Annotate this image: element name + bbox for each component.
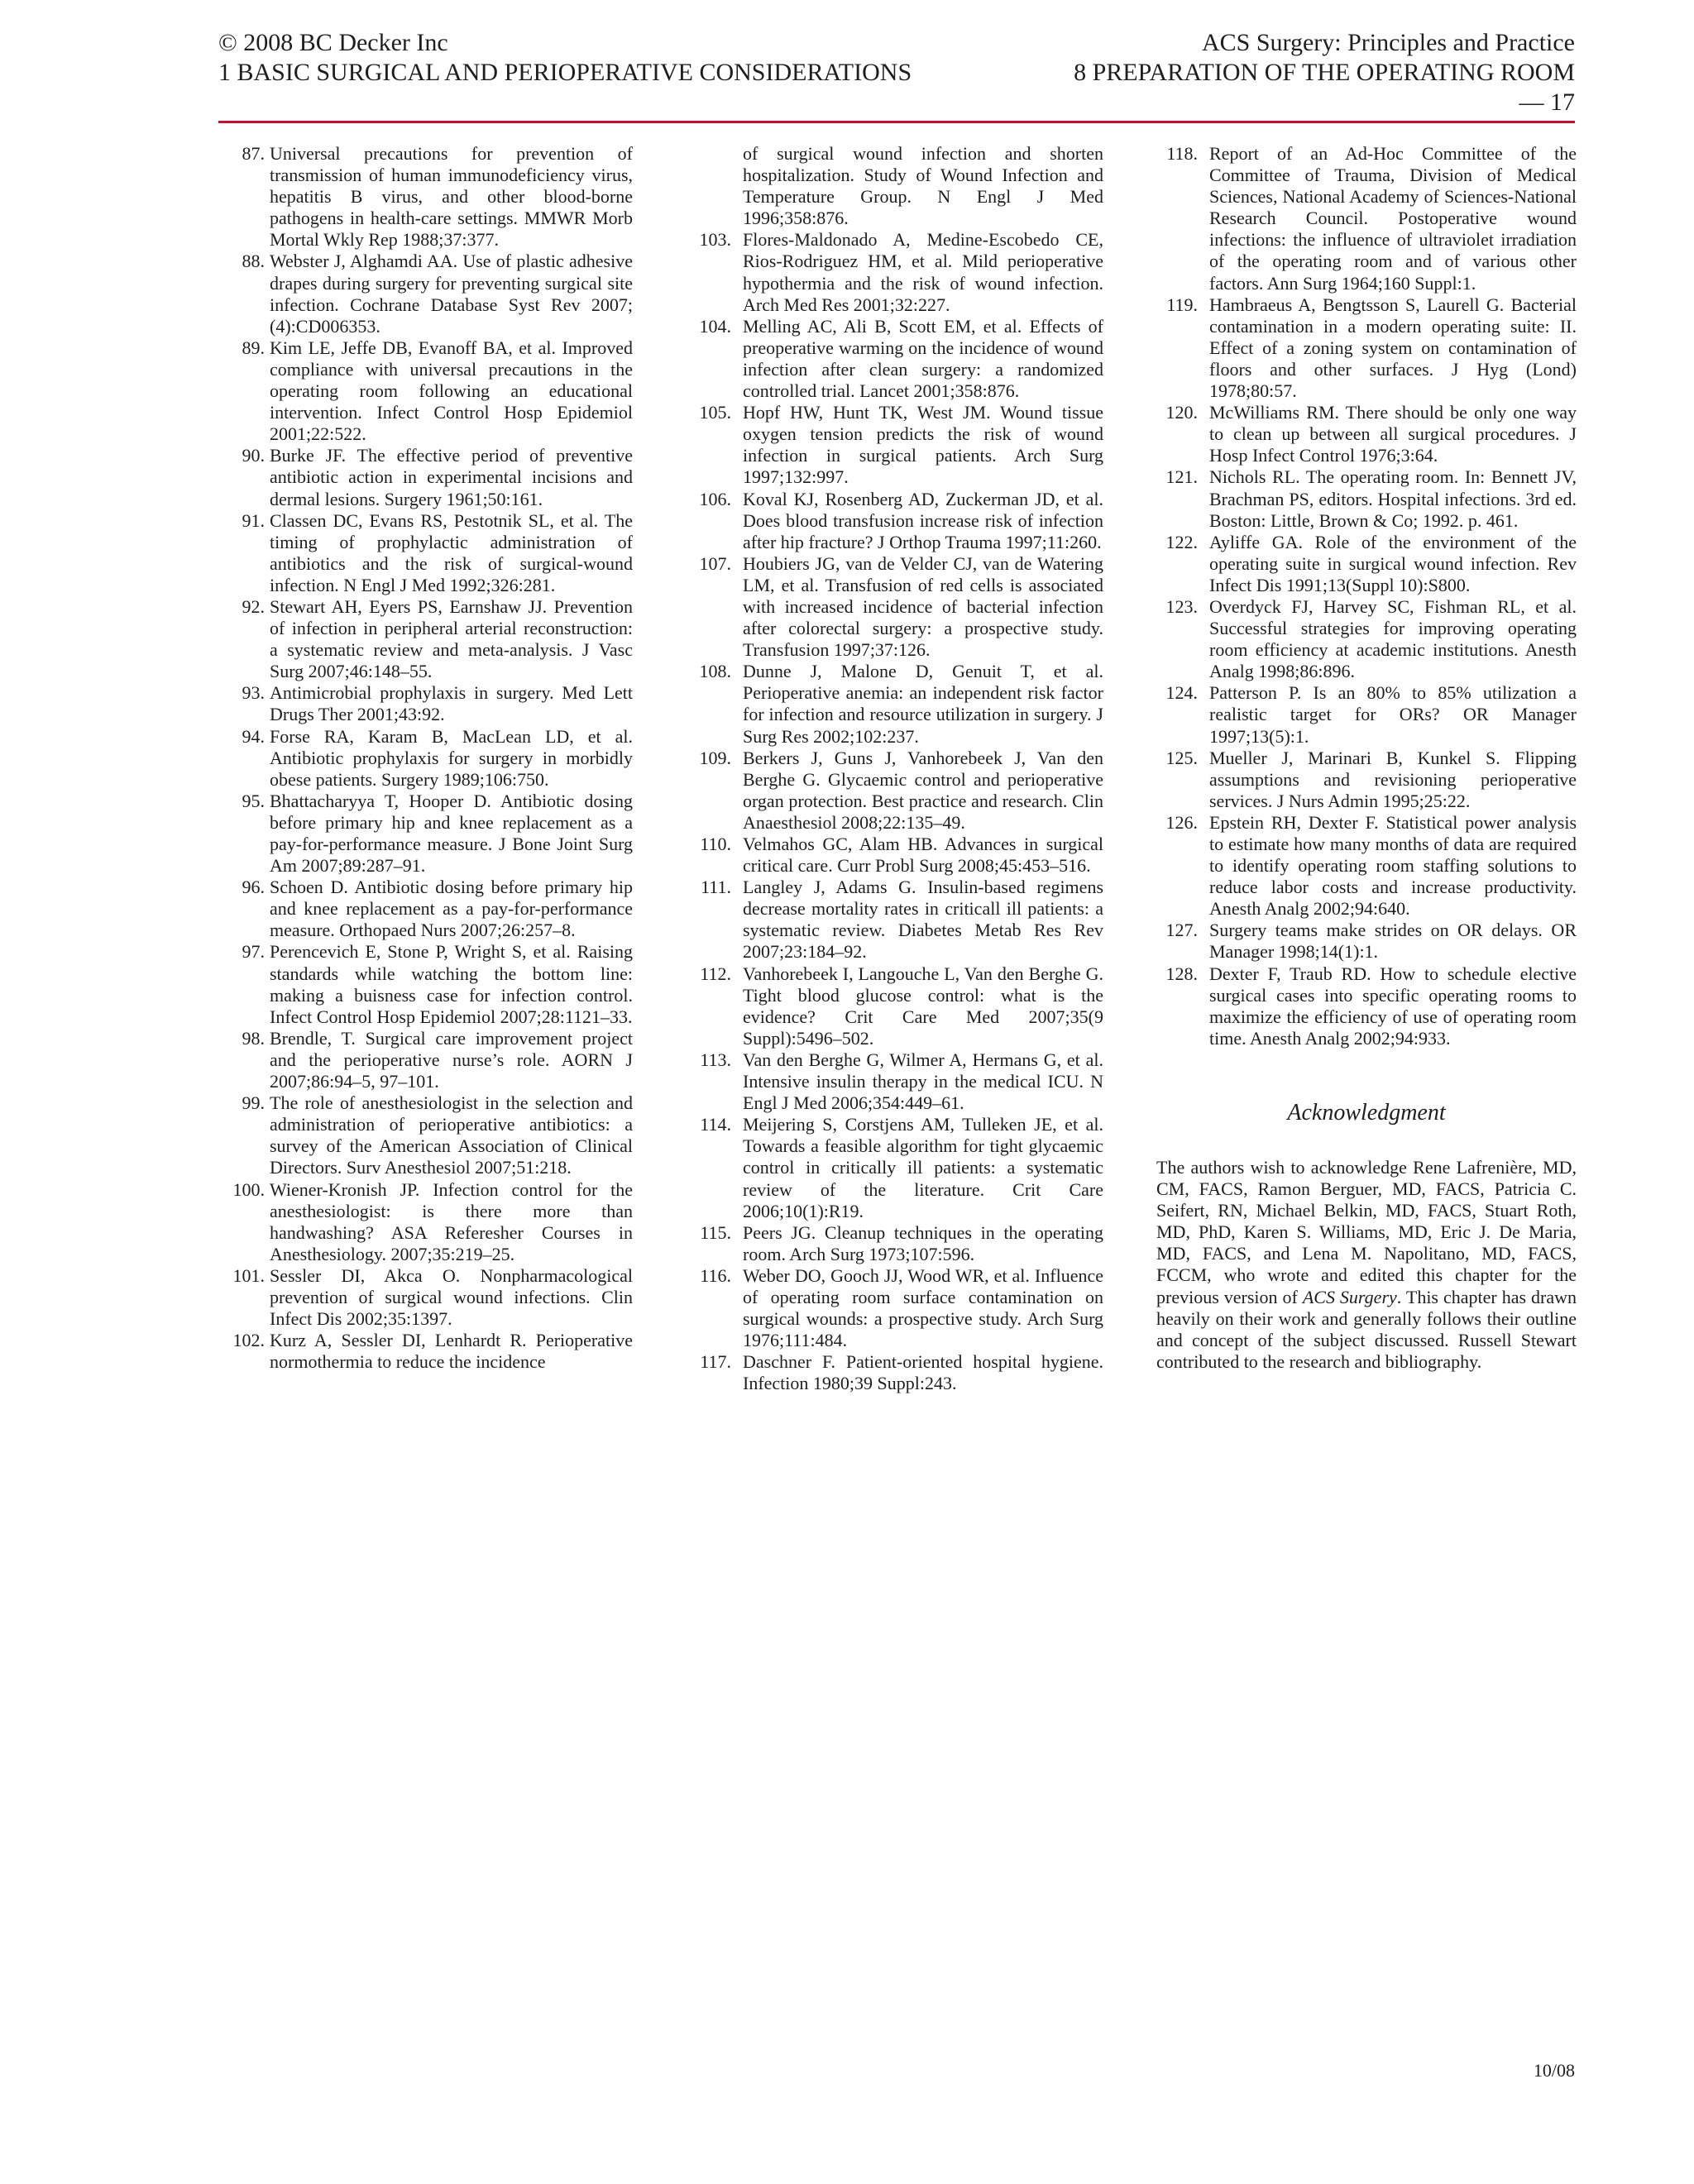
reference-text: Houbiers JG, van de Velder CJ, van de Watering LM, et al. Transfusion of red cells is associated with increased incidence of bacterial infection after colorectal surgery: a prospective study. Transfusion 1997;37:126.: [743, 552, 1103, 661]
reference-text: McWilliams RM. There should be only one way to clean up between all surgical procedures. J Hosp Infect Control 1976;3:64.: [1209, 402, 1577, 466]
reference-item: [1156, 963, 1577, 1049]
reference-item: [1156, 812, 1577, 920]
reference-text: Melling AC, Ali B, Scott EM, et al. Effects of preoperative warming on the incidence of wound infection after clean surgery: a randomized controlled trial. Lancet 2001;358:876.: [743, 315, 1103, 402]
reference-text: of surgical wound infection and shorten hospitalization. Study of Wound Infection and Temperature Group. N Engl J Med 1996;358:876.: [743, 143, 1103, 229]
reference-continuation: [690, 143, 1103, 229]
reference-number: 88.: [242, 251, 265, 272]
reference-text: Weber DO, Gooch JJ, Wood WR, et al. Influence of operating room surface contamination on surgical wounds: a prospective study. Arch Surg 1976;111:484.: [743, 1264, 1103, 1351]
reference-number: 101.: [232, 1264, 265, 1286]
reference-number: 119.: [1166, 294, 1198, 315]
reference-number: 116.: [700, 1264, 731, 1286]
reference-number: 108.: [699, 661, 731, 682]
reference-text: Wiener-Kronish JP. Infection control for the anesthesiologist: is there more than handwashing? ASA Referesher Courses in Anesthesiology. 2007;35:219–25.: [270, 1178, 633, 1264]
reference-column-1: [222, 143, 633, 1373]
reference-number: 106.: [699, 488, 731, 509]
reference-item: [222, 1028, 633, 1092]
reference-number: 115.: [700, 1221, 731, 1243]
reference-number: 126.: [1165, 811, 1198, 833]
reference-number: 127.: [1165, 920, 1198, 941]
reference-item: [1156, 466, 1577, 531]
reference-text: Hambraeus A, Bengtsson S, Laurell G. Bacterial contamination in a modern operating suite: II. Effect of a zoning system on contamination of floors and other surfaces. J Hyg (Lond) 1978;80:57.: [1209, 294, 1577, 402]
chapter-title: 8 PREPARATION OF THE OPERATING ROOM — 17: [1074, 59, 1575, 116]
reference-number: 123.: [1165, 595, 1198, 617]
reference-number: 87.: [242, 143, 265, 164]
header-left: [218, 28, 1046, 88]
reference-text: Report of an Ad-Hoc Committee of the Committee of Trauma, Division of Medical Sciences, National Academy of Sciences-National Research Council. Postoperative wound infections: the influence of ultraviolet irradiation of the operating room and of various other factors. Ann Surg 1964;160 Suppl:1.: [1209, 143, 1577, 294]
reference-item: [690, 877, 1103, 963]
reference-item: [690, 553, 1103, 661]
reference-text: Webster J, Alghamdi AA. Use of plastic adhesive drapes during surgery for preventing surgical site infection. Cochrane Database Syst Rev 2007;(4):CD006353.: [270, 251, 633, 337]
reference-text: Flores-Maldonado A, Medine-Escobedo CE, Rios-Rodriguez HM, et al. Mild perioperative hypothermia and the risk of wound infection. Arch Med Res 2001;32:227.: [743, 229, 1103, 315]
reference-item: [222, 1179, 633, 1265]
acknowledgment-heading: Acknowledgment: [1287, 1099, 1446, 1125]
reference-text: Van den Berghe G, Wilmer A, Hermans G, et al. Intensive insulin therapy in the medical ICU. N Engl J Med 2006;354:449–61.: [743, 1049, 1103, 1114]
reference-item: [690, 1351, 1103, 1394]
reference-text: Dunne J, Malone D, Genuit T, et al. Perioperative anemia: an independent risk factor for infection and resource utilization in surgery. J Surg Res 2002;102:237.: [743, 661, 1103, 747]
reference-list: [1156, 143, 1577, 1049]
reference-item: [1156, 402, 1577, 466]
reference-item: [222, 1330, 633, 1373]
reference-number: 125.: [1165, 747, 1198, 768]
reference-text: Nichols RL. The operating room. In: Bennett JV, Brachman PS, editors. Hospital infections. 3rd ed. Boston: Little, Brown & Co; 1992. p. 461.: [1209, 466, 1577, 531]
reference-item: [222, 445, 633, 509]
reference-text: Bhattacharyya T, Hooper D. Antibiotic dosing before primary hip and knee replacement as a pay-for-performance measure. J Bone Joint Surg Am 2007;89:287–91.: [270, 790, 633, 877]
reference-item: [1156, 748, 1577, 812]
reference-item: [222, 1265, 633, 1330]
reference-item: [690, 402, 1103, 488]
reference-item: [690, 316, 1103, 402]
reference-number: 128.: [1165, 963, 1198, 984]
reference-text: Burke JF. The effective period of preventive antibiotic action in experimental incisions and dermal lesions. Surgery 1961;50:161.: [270, 445, 633, 509]
reference-text: Surgery teams make strides on OR delays. OR Manager 1998;14(1):1.: [1209, 920, 1577, 963]
reference-number: 97.: [242, 941, 265, 963]
reference-text: Peers JG. Cleanup techniques in the operating room. Arch Surg 1973;107:596.: [743, 1221, 1103, 1264]
reference-number: 118.: [1166, 143, 1198, 164]
reference-text: Epstein RH, Dexter F. Statistical power analysis to estimate how many months of data are required to identify operating room staffing solutions to reduce labor costs and increase productivity. Anesth Analg 2002;94:640.: [1209, 811, 1577, 920]
reference-number: 114.: [700, 1114, 731, 1135]
reference-number: 100.: [232, 1178, 265, 1200]
reference-number: 91.: [242, 509, 265, 531]
reference-text: Velmahos GC, Alam HB. Advances in surgical critical care. Curr Probl Surg 2008;45:453–516.: [743, 834, 1103, 877]
reference-text: Universal precautions for prevention of transmission of human immunodeficiency virus, hepatitis B virus, and other blood-borne pathogens in health-care settings. MMWR Morb Mortal Wkly Rep 1988;37:377.: [270, 143, 633, 251]
reference-number: 122.: [1165, 531, 1198, 552]
reference-text: Brendle, T. Surgical care improvement project and the perioperative nurse’s role. AORN J 2007;86:94–5, 97–101.: [270, 1027, 633, 1092]
reference-item: [1156, 532, 1577, 596]
reference-list: [222, 143, 633, 1373]
reference-item: [690, 1114, 1103, 1221]
reference-item: [1156, 294, 1577, 402]
reference-item: [690, 834, 1103, 877]
reference-number: 95.: [242, 790, 265, 811]
reference-number: 98.: [242, 1027, 265, 1049]
reference-column-2: [690, 143, 1103, 1394]
reference-item: [690, 748, 1103, 834]
reference-number: 124.: [1165, 682, 1198, 704]
reference-number: 99.: [242, 1092, 265, 1114]
reference-number: 120.: [1165, 402, 1198, 423]
reference-item: [222, 596, 633, 682]
book-title: ACS Surgery: Principles and Practice: [1201, 29, 1575, 56]
acknowledgment-text-part: The authors wish to acknowledge Rene Lafrenière, MD, CM, FACS, Ramon Berguer, MD, FACS, Patricia C. Seifert, RN, Michael Belkin, MD, FACS, Stuart Roth, MD, PhD, Karen S. Williams, MD, Eric J. De Maria, MD, FACS, and Lena M. Napolitano, MD, FACS, FCCM, who wrote and edited this chapter for the previous version of: [1156, 1156, 1577, 1307]
reference-item: [690, 1265, 1103, 1351]
acknowledgment-text-part: . This chapter has drawn heavily on their work and generally follows their outline and concept of the subject discussed. Russell Stewart contributed to the research and bibliography.: [1156, 1286, 1577, 1372]
reference-number: 111.: [701, 877, 731, 898]
reference-item: [222, 726, 633, 791]
reference-item: [222, 143, 633, 251]
reference-item: [690, 229, 1103, 315]
reference-item: [1156, 596, 1577, 682]
reference-text: Hopf HW, Hunt TK, West JM. Wound tissue oxygen tension predicts the risk of wound infection in surgical patients. Arch Surg 1997;132:997.: [743, 402, 1103, 488]
reference-text: Mueller J, Marinari B, Kunkel S. Flipping assumptions and revisioning perioperative services. J Nurs Admin 1995;25:22.: [1209, 747, 1577, 811]
reference-item: [690, 1049, 1103, 1114]
header-rule: [218, 121, 1575, 123]
reference-text: Kim LE, Jeffe DB, Evanoff BA, et al. Improved compliance with universal precautions in the operating room following an educational intervention. Infect Control Hosp Epidemiol 2001;22:522.: [270, 337, 633, 445]
reference-text: Forse RA, Karam B, MacLean LD, et al. Antibiotic prophylaxis for surgery in morbidly obese patients. Surgery 1989;106:750.: [270, 725, 633, 790]
reference-number: 90.: [242, 445, 265, 466]
acknowledgment-text: [1156, 1157, 1577, 1373]
reference-text: Langley J, Adams G. Insulin-based regimens decrease mortality rates in criticall ill patients: a systematic review. Diabetes Metab Res Rev 2007;23:184–92.: [743, 877, 1103, 963]
copyright-line: © 2008 BC Decker Inc: [218, 29, 448, 56]
reference-item: [222, 682, 633, 725]
reference-item: [222, 510, 633, 596]
page-footer-date: 10/08: [1533, 2060, 1575, 2081]
reference-item: [222, 337, 633, 445]
reference-text: Stewart AH, Eyers PS, Earnshaw JJ. Prevention of infection in peripheral arterial reconstruction: a systematic review and meta-analysis. J Vasc Surg 2007;46:148–55.: [270, 595, 633, 682]
reference-text: Dexter F, Traub RD. How to schedule elective surgical cases into specific operating rooms to maximize the efficiency of use of operating room time. Anesth Analg 2002;94:933.: [1209, 963, 1577, 1049]
reference-number: 113.: [700, 1049, 731, 1070]
reference-item: [690, 1222, 1103, 1265]
reference-column-3: [1156, 143, 1577, 1373]
reference-text: Perencevich E, Stone P, Wright S, et al. Raising standards while watching the bottom line: making a buisness case for infection control. Infect Control Hosp Epidemiol 2007;28:1121–33.: [270, 941, 633, 1027]
reference-text: Classen DC, Evans RS, Pestotnik SL, et al. The timing of prophylactic administration of antibiotics and the risk of surgical-wound infection. N Engl J Med 1992;326:281.: [270, 509, 633, 595]
reference-item: [222, 1092, 633, 1178]
reference-number: 94.: [242, 725, 265, 747]
reference-number: 103.: [699, 229, 731, 251]
reference-item: [222, 941, 633, 1027]
reference-text: Sessler DI, Akca O. Nonpharmacological prevention of surgical wound infections. Clin Infect Dis 2002;35:1397.: [270, 1264, 633, 1330]
reference-number: 107.: [699, 552, 731, 574]
reference-text: Koval KJ, Rosenberg AD, Zuckerman JD, et al. Does blood transfusion increase risk of infection after hip fracture? J Orthop Trauma 1997;11:260.: [743, 488, 1103, 552]
reference-item: [1156, 682, 1577, 747]
reference-text: Schoen D. Antibiotic dosing before primary hip and knee replacement as a pay-for-performance measure. Orthopaed Nurs 2007;26:257–8.: [270, 877, 633, 941]
reference-text: Berkers J, Guns J, Vanhorebeek J, Van den Berghe G. Glycaemic control and perioperative organ protection. Best practice and research. Clin Anaesthesiol 2008;22:135–49.: [743, 747, 1103, 833]
acknowledgment-book-title: ACS Surgery: [1302, 1286, 1397, 1307]
reference-number: 117.: [700, 1351, 731, 1373]
reference-number: 104.: [699, 315, 731, 337]
reference-text: The role of anesthesiologist in the selection and administration of perioperative antibiotics: a survey of the American Association of Clinical Directors. Surv Anesthesiol 2007;51:218.: [270, 1092, 633, 1178]
reference-item: [1156, 920, 1577, 963]
reference-number: 121.: [1165, 466, 1198, 488]
reference-text: Meijering S, Corstjens AM, Tulleken JE, et al. Towards a feasible algorithm for tight glycaemic control in critically ill patients: a systematic review of the literature. Crit Care 2006;10(1):R19.: [743, 1114, 1103, 1221]
header-right: [1062, 28, 1575, 117]
reference-text: Patterson P. Is an 80% to 85% utilization a realistic target for ORs? OR Manager 1997;13(5):1.: [1209, 682, 1577, 747]
reference-text: Daschner F. Patient-oriented hospital hygiene. Infection 1980;39 Suppl:243.: [743, 1351, 1103, 1394]
reference-text: Kurz A, Sessler DI, Lenhardt R. Perioperative normothermia to reduce the incidence: [270, 1330, 633, 1373]
reference-number: 102.: [232, 1330, 265, 1351]
reference-number: 93.: [242, 682, 265, 704]
reference-number: 89.: [242, 337, 265, 358]
reference-item: [222, 251, 633, 337]
reference-text: Overdyck FJ, Harvey SC, Fishman RL, et al. Successful strategies for improving operating room efficiency at academic institutions. Anesth Analg 1998;86:896.: [1209, 595, 1577, 682]
reference-number: 110.: [700, 834, 731, 854]
reference-item: [690, 661, 1103, 747]
reference-item: [222, 791, 633, 877]
reference-item: [690, 489, 1103, 553]
reference-item: [222, 877, 633, 941]
reference-number: 92.: [242, 595, 265, 617]
reference-text: Ayliffe GA. Role of the environment of the operating suite in surgical wound infection. Rev Infect Dis 1991;13(Suppl 10):S800.: [1209, 531, 1577, 595]
reference-item: [690, 963, 1103, 1049]
reference-number: 105.: [699, 402, 731, 423]
reference-text: Antimicrobial prophylaxis in surgery. Med Lett Drugs Ther 2001;43:92.: [270, 682, 633, 725]
reference-number: 112.: [700, 963, 731, 984]
reference-item: [1156, 143, 1577, 294]
reference-text: Vanhorebeek I, Langouche L, Van den Berghe G. Tight blood glucose control: what is the evidence? Crit Care Med 2007;35(9 Suppl):5496–502.: [743, 963, 1103, 1049]
reference-number: 109.: [699, 747, 731, 768]
reference-number: 96.: [242, 877, 265, 898]
section-title: 1 BASIC SURGICAL AND PERIOPERATIVE CONSIDERATIONS: [218, 59, 912, 86]
reference-list: [690, 229, 1103, 1394]
